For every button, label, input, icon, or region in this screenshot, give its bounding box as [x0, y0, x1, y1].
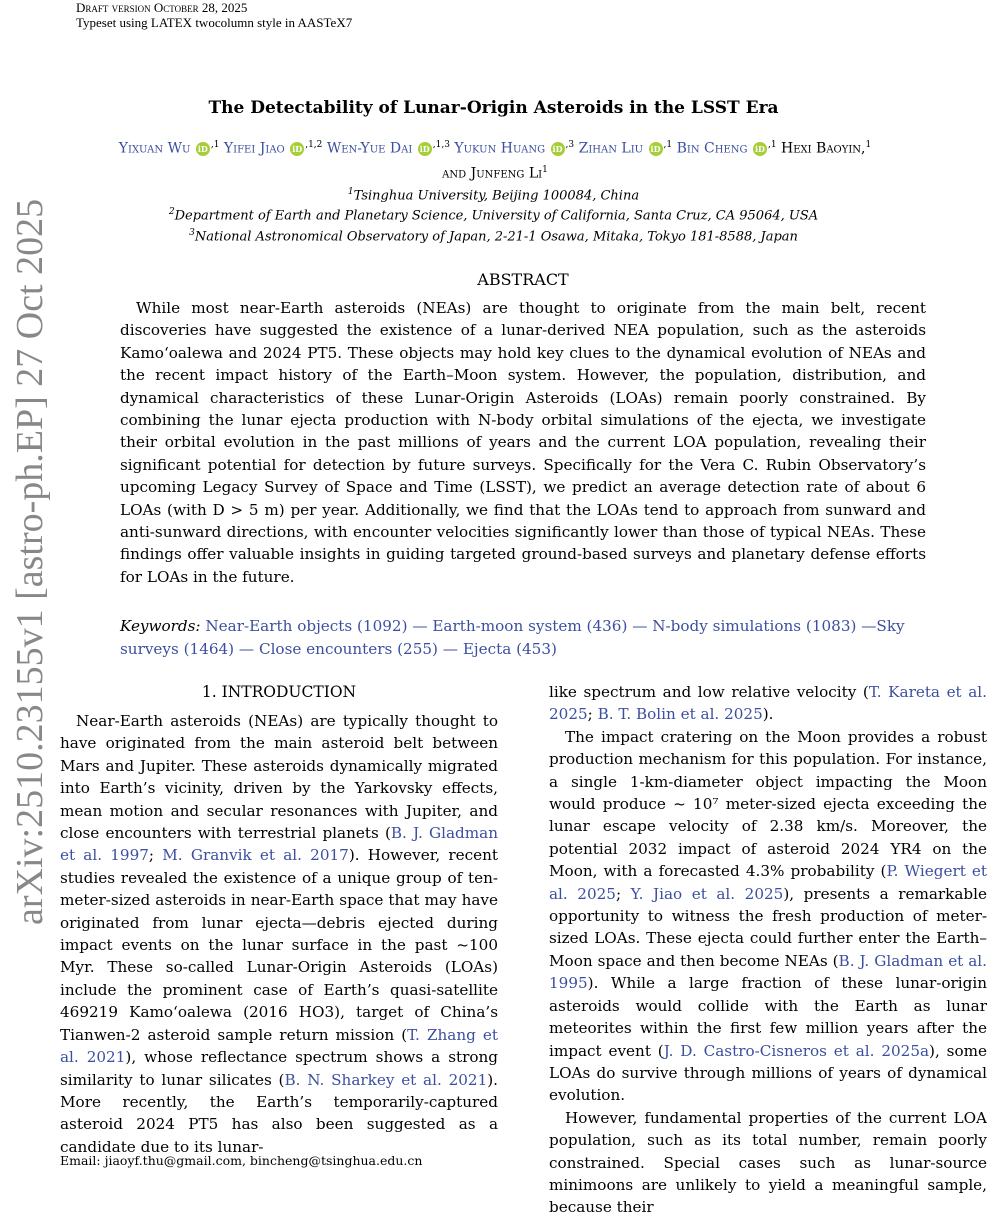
author-link[interactable]: Yifei Jiao — [223, 140, 285, 157]
author-affil-marker: ,3 — [565, 140, 575, 150]
citation-link[interactable]: M. Granvik et al. 2017 — [162, 846, 349, 865]
orcid-icon[interactable]: iD — [551, 142, 565, 156]
author-affil-marker: ,1 — [663, 140, 673, 150]
keywords — [120, 615, 926, 660]
citation-link[interactable]: J. D. Castro-Cisneros et al. 2025a — [663, 1041, 930, 1060]
citation-link[interactable]: B. J. Gladman et al. 1995 — [549, 951, 987, 993]
keywords-links[interactable]: Near-Earth objects (1092) — Earth-moon system (436) — N-body simulations (1083) —Sky surveys (1464) — Close encounters (255) — Ejecta (453) — [120, 617, 905, 658]
author-list — [60, 135, 930, 184]
author-affil-marker: 1 — [865, 140, 872, 150]
paragraph: However, fundamental properties of the current LOA population, such as its total number, remain poorly constrained. Special cases such as lunar-source minimoons are unlikely to yield a meaningful sample, because their — [549, 1108, 987, 1217]
author-affil-marker: ,1,2 — [305, 140, 323, 150]
affiliation: $^3$National Astronomical Observatory of Japan, 2-21-1 Osawa, Mitaka, Tokyo 181-8588, Japan — [189, 228, 798, 245]
citation-link[interactable]: B. N. Sharkey et al. 2021 — [284, 1070, 488, 1089]
author-link[interactable]: Zihan Liu — [578, 140, 644, 157]
author-affil-marker: 1 — [542, 164, 548, 175]
citation-link[interactable]: B. J. Gladman et al. 1997 — [60, 824, 498, 865]
paragraph: Near-Earth asteroids (NEAs) are typically thought to have originated from the main asteroid belt between Mars and Jupiter. These asteroids dynamically migrated into Earth’s vicinity, driven by the Yarkovsky effects, mean motion and secular resonances with Jupiter, and close encounters with terrestrial planets (B. J. Gladman et al. 1997; M. Granvik et al. 2017). However, recent studies revealed the existence of a unique group of ten-meter-sized asteroids in near-Earth space that may have originated from lunar ejecta—debris ejected during impact events on the lunar surface in the past ~100 Myr. These so-called Lunar-Origin Asteroids (LOAs) include the prominent case of Earth’s quasi-satellite 469219 Kamo‘oalewa (2016 HO3), target of China’s Tianwen-2 asteroid sample return mission (T. Zhang et al. 2021), whose reflectance spectrum shows a strong similarity to lunar silicates (B. N. Sharkey et al. 2021). More recently, the Earth’s temporarily-captured asteroid 2024 PT5 has also been suggested as a candidate due to its lunar- — [60, 712, 498, 1156]
author-link[interactable]: Yukun Huang — [454, 140, 546, 157]
citation-link[interactable]: T. Kareta et al. 2025 — [549, 683, 987, 724]
left-column — [60, 710, 498, 1158]
paragraph: like spectrum and low relative velocity (T. Kareta et al. 2025; B. T. Bolin et al. 2025). — [549, 683, 987, 724]
typeset-line: Typeset using LATEX twocolumn style in AASTeX7 — [76, 15, 353, 30]
orcid-icon[interactable]: iD — [753, 142, 767, 156]
citation-link[interactable]: Y. Jiao et al. 2025 — [630, 884, 784, 903]
author-name: Hexi Baoyin, — [781, 140, 866, 157]
citation-link[interactable]: P. Wiegert et al. 2025 — [549, 862, 987, 903]
orcid-icon[interactable]: iD — [196, 142, 210, 156]
orcid-icon[interactable]: iD — [649, 142, 663, 156]
citation-link[interactable]: B. T. Bolin et al. 2025 — [597, 705, 763, 724]
orcid-icon[interactable]: iD — [290, 142, 304, 156]
author-name: and Junfeng Li — [442, 165, 543, 182]
author-affil-marker: ,1,3 — [432, 140, 450, 150]
right-column — [549, 681, 987, 1219]
affiliation: $^2$Department of Earth and Planetary Science, University of California, Santa Cruz, CA 95064, USA — [168, 207, 819, 224]
affiliation: $^1$Tsinghua University, Beijing 100084, China — [347, 187, 640, 204]
paper-title: The Detectability of Lunar-Origin Asteroids in the LSST Era — [208, 98, 779, 118]
abstract-heading: ABSTRACT — [477, 270, 569, 289]
orcid-icon[interactable]: iD — [418, 142, 432, 156]
author-link[interactable]: Wen-Yue Dai — [326, 140, 413, 157]
draft-version-line: Draft version October 28, 2025 — [76, 0, 248, 15]
arxiv-identifier[interactable]: arXiv:2510.23155v1 [astro-ph.EP] 27 Oct 2025 — [9, 198, 51, 925]
email-footnote: Email: jiaoyf.thu@gmail.com, bincheng@tsinghua.edu.cn — [60, 1153, 423, 1168]
author-link[interactable]: Bin Cheng — [676, 140, 748, 157]
author-affil-marker: ,1 — [767, 140, 777, 150]
section-heading: 1. INTRODUCTION — [201, 683, 357, 701]
author-affil-marker: ,1 — [210, 140, 220, 150]
author-link[interactable]: Yixuan Wu — [118, 140, 191, 157]
keywords-label: Keywords: — [120, 617, 201, 635]
paragraph: The impact cratering on the Moon provides a robust production mechanism for this population. For instance, a single 1-km-diameter object impacting the Moon would produce ~ 10⁷ meter-sized ejecta exceeding the lunar escape velocity of 2.38 km/s. Moreover, the potential 2032 impact of asteroid 2024 YR4 on the Moon, with a forecasted 4.3% probability (P. Wiegert et al. 2025; Y. Jiao et al. 2025), presents a remarkable opportunity to witness the fresh production of meter-sized LOAs. These ejecta could further enter the Earth–Moon space and then become NEAs (B. J. Gladman et al. 1995). While a large fraction of these lunar-origin asteroids would collide with the Earth as lunar meteorites within the first few million years after the impact event (J. D. Castro-Cisneros et al. 2025a), some LOAs do survive through millions of years of dynamical evolution. — [549, 727, 987, 1105]
abstract-text: While most near-Earth asteroids (NEAs) are thought to originate from the main belt, recent discoveries have suggested the existence of a lunar-derived NEA population, such as the asteroids Kamo‘oalewa and 2024 PT5. These objects may hold key clues to the dynamical evolution of NEAs and the recent impact history of the Earth–Moon system. However, the population, distribution, and dynamical characteristics of these Lunar-Origin Asteroids (LOAs) remain poorly constrained. By combining the lunar ejecta production with N-body orbital simulations of the ejecta, we investigate their orbital evolution in the past millions of years and the current LOA population, revealing their significant potential for detection by future surveys. Specifically for the Vera C. Rubin Observatory’s upcoming Legacy Survey of Space and Time (LSST), we predict an average detection rate of about 6 LOAs (with D > 5 m) per year. Additionally, we find that the LOAs tend to approach from sunward and anti-sunward directions, with encounter velocities significantly lower than those of typical NEAs. These findings offer valuable insights in guiding targeted ground-based surveys and planetary defense efforts for LOAs in the future. — [120, 299, 926, 586]
citation-link[interactable]: T. Zhang et al. 2021 — [60, 1025, 498, 1067]
